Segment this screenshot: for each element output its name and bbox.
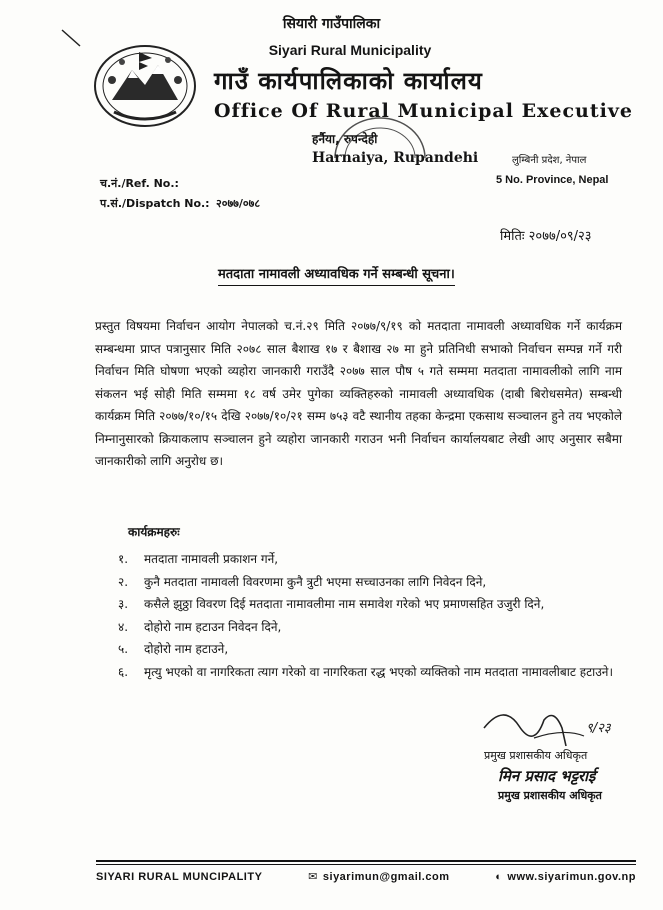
program-item <box>118 571 628 594</box>
globe-icon: ◐ <box>495 870 503 883</box>
program-item <box>118 661 628 684</box>
program-item-number: ४. <box>118 619 129 634</box>
letter-subject: मतदाता नामावली अध्यावधिक गर्ने सम्बन्धी सूचना। <box>218 264 455 286</box>
dispatch-number-label: प.सं./Dispatch No.: <box>100 197 210 210</box>
footer-divider-thin <box>96 864 636 865</box>
municipality-name-nepali: सियारी गाउँपालिका <box>282 16 381 32</box>
footer-website[interactable] <box>495 870 636 883</box>
programs-heading: कार्यक्रमहरुः <box>128 525 180 539</box>
letter-body: प्रस्तुत विषयमा निर्वाचन आयोग नेपालको च.नं.२९ मिति २०७७/९/१९ को मतदाता नामावली अध्यावधिक गर्ने कार्यक्रम सम्बन्धमा प्राप्त पत्रानुसार मिति २०७८ साल बैशाख १७ र बैशाख २७ मा हुने प्रतिनिधी सभाको निर्वाचन सम्पन्न गर्ने गरी निर्वाचन मिति घोषणा भएको व्यहोरा जानकारी गराउँदै २०७७ साल पौष ५ गते सम्ममा मतदाता नामावलीको लागि नाम संकलन भई सोही मिति सम्ममा १८ वर्ष उमेर पुगेका व्यक्तिहरुको नामावली अध्यावधिक (दाबी बिरोधसमेत) सम्बन्धी कार्यक्रम मिति २०७७/१०/१५ देखि २०७७/१०/२१ सम्म ७५३ वटै स्थानीय तहका केन्द्रमा एकसाथ सञ्चालन हुने तय भएकोले निम्नानुसारको क्रियाकलाप सञ्चालन हुने व्यहोरा जानकारी गराउन भनी निर्वाचन कार्यालयबाट लेखी आए अनुसार सबैमा जानकारीको लागि अनुरोध छ। <box>95 319 622 468</box>
nepal-emblem-logo <box>92 40 198 130</box>
program-item-text: दोहोरो नाम हटाउन निवेदन दिने, <box>144 619 282 634</box>
program-item-text: कुनै मतदाता नामावली विवरणमा कुनै त्रुटी भएमा सच्चाउनका लागि निवेदन दिने, <box>144 574 487 589</box>
program-item-number: १. <box>118 552 129 566</box>
dispatch-number-value: २०७७/०७८ <box>216 197 261 210</box>
program-item-text: कसैले झुठ्ठा विवरण दिई मतदाता नामावलीमा नाम समावेश गरेको भए प्रमाणसहित उजुरी दिने, <box>144 597 545 611</box>
program-item-text: मतदाता नामावली प्रकाशन गर्ने, <box>144 552 279 566</box>
province-nepali: लुम्बिनी प्रदेश, नेपाल <box>512 155 587 166</box>
footer <box>96 870 636 883</box>
program-item-number: ५. <box>118 642 129 656</box>
signatory-name: मिन प्रसाद भट्टराई <box>498 767 596 785</box>
office-name-nepali: गाउँ कार्यपालिकाको कार्यालय <box>214 67 483 95</box>
program-item-text: दोहोरो नाम हटाउने, <box>144 642 229 656</box>
municipality-name-english: Siyari Rural Municipality <box>268 42 432 58</box>
signature-date: ९/२३ <box>586 721 611 736</box>
signatory-title-stamp: प्रमुख प्रशासकीय अधिकृत <box>498 789 602 802</box>
footer-email-text: siyarimun@gmail.com <box>322 870 450 883</box>
handwritten-signature <box>474 698 634 750</box>
place-nepali: हर्नैया, रुपन्देही <box>312 132 378 146</box>
program-item-number: २. <box>118 574 129 589</box>
program-item <box>118 593 628 616</box>
program-item <box>118 548 628 571</box>
footer-email[interactable] <box>308 870 449 883</box>
signatory-title: प्रमुख प्रशासकीय अधिकृत <box>484 749 588 762</box>
program-item <box>118 616 628 639</box>
program-item-text: मृत्यु भएको वा नागरिकता त्याग गरेको वा नागरिकता रद्ध भएको व्यक्तिको नाम मतदाता नामावलीबाट हटाउने। <box>144 664 614 679</box>
program-item-number: ६. <box>118 664 129 679</box>
envelope-icon: ✉ <box>308 871 318 883</box>
footer-municipality-name: SIYARI RURAL MUNCIPALITY <box>96 870 263 883</box>
footer-website-text: www.siyarimun.gov.np <box>507 870 636 883</box>
reference-number-label: च.नं./Ref. No.: <box>100 177 179 190</box>
letter-date: मितिः २०७७/०९/२३ <box>500 229 592 244</box>
program-item-number: ३. <box>118 597 129 611</box>
province-english: 5 No. Province, Nepal <box>496 174 609 186</box>
footer-divider <box>96 860 636 862</box>
program-item <box>118 638 628 661</box>
programs-list <box>118 548 628 683</box>
place-english: Harnaiya, Rupandehi <box>312 150 479 166</box>
office-name-english: Office Of Rural Municipal Executive <box>214 100 633 122</box>
